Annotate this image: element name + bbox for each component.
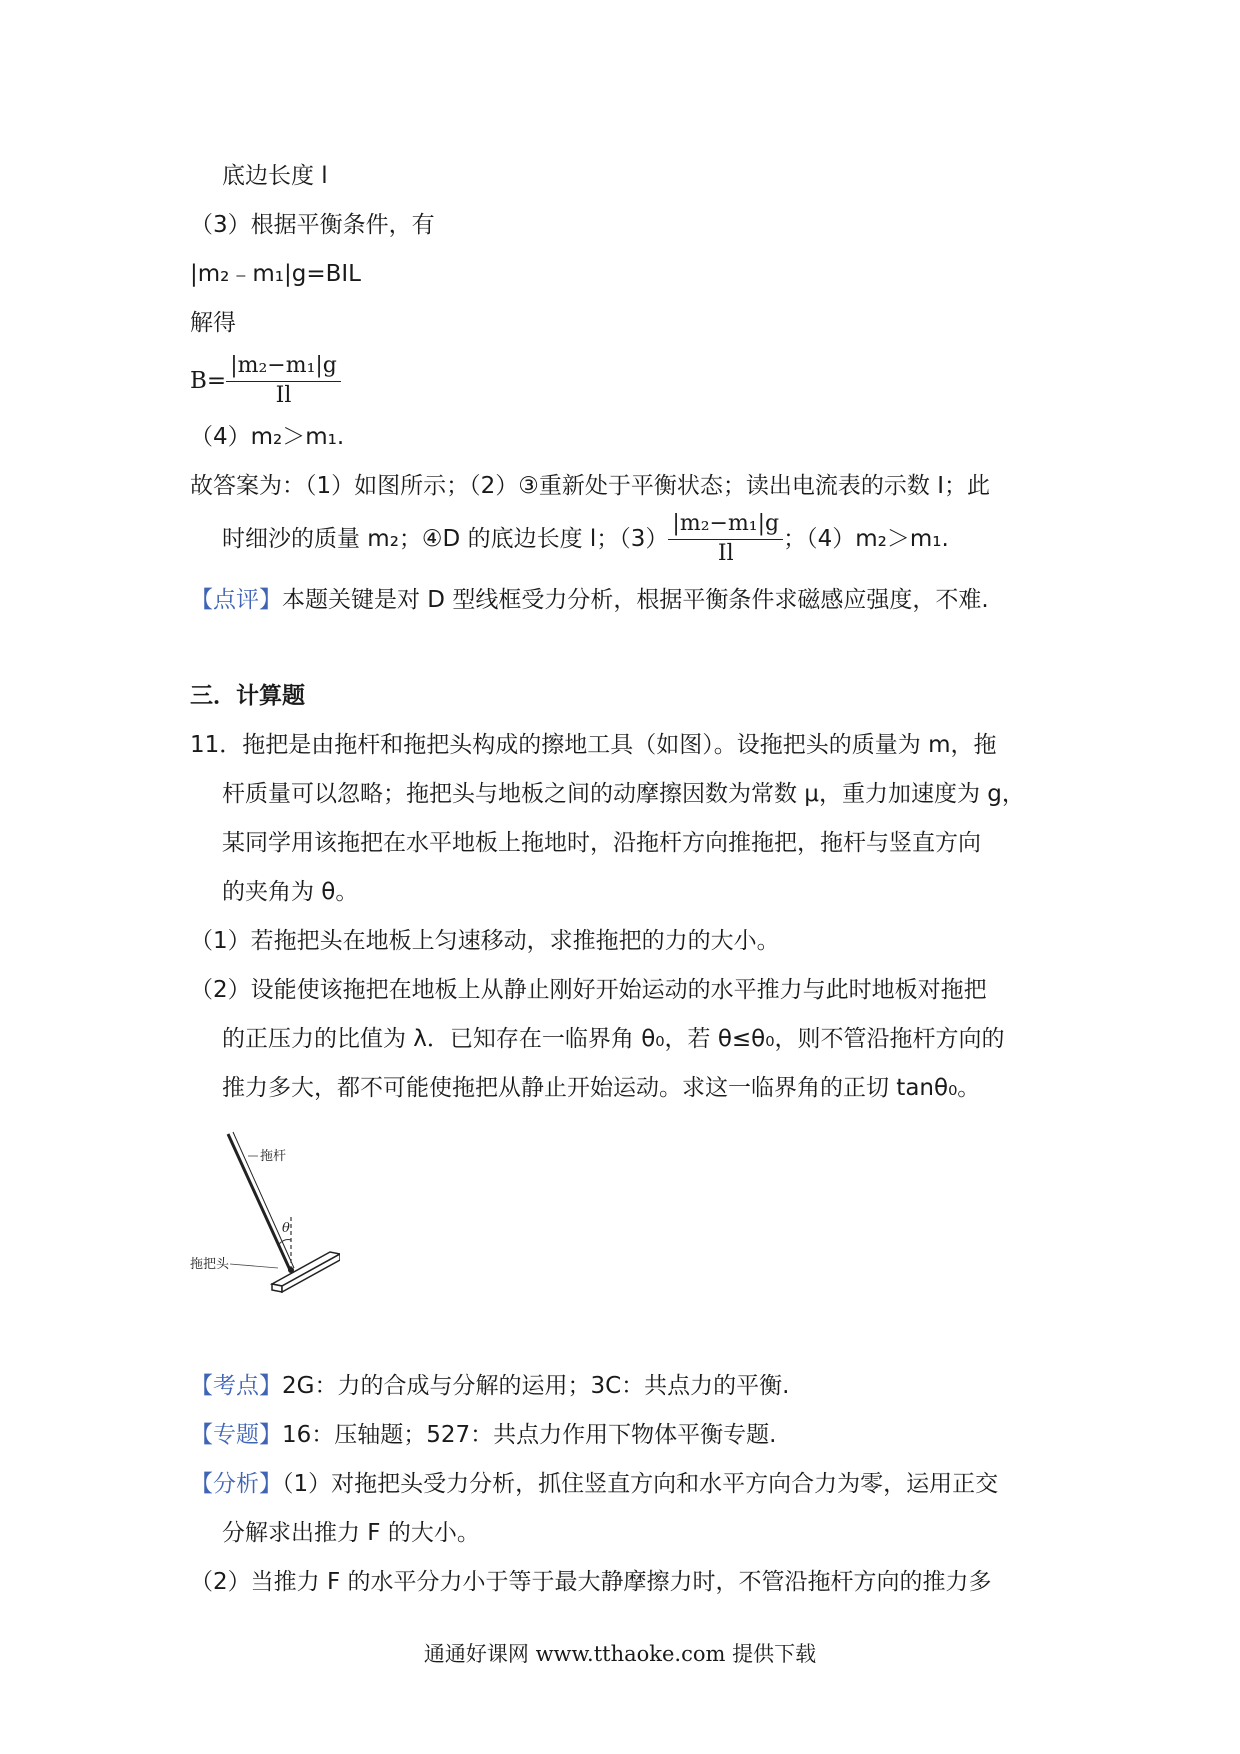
equation-line: |m₂﹣m₁|g=BIL xyxy=(190,261,361,287)
answer-line xyxy=(222,510,949,568)
angle-label: θ xyxy=(282,1221,290,1236)
fraction xyxy=(668,511,783,568)
zhuanti-line xyxy=(190,1419,776,1451)
fraction-denominator: Il xyxy=(275,383,292,408)
section-title: 三．计算题 xyxy=(190,683,305,709)
question-line: 杆质量可以忽略；拖把头与地板之间的动摩擦因数为常数 μ，重力加速度为 g， xyxy=(222,781,1025,807)
question-line: 某同学用该拖把在水平地板上拖地时，沿拖杆方向推拖把，拖杆与竖直方向 xyxy=(222,830,981,856)
equation-line xyxy=(190,352,341,410)
fenxi-text: （1）对拖把头受力分析，抓住竖直方向和水平方向合力为零，运用正交 xyxy=(282,1471,999,1497)
mop-diagram xyxy=(190,1128,340,1308)
question-part: （1）若拖把头在地板上匀速移动，求推拖把的力的大小。 xyxy=(190,928,780,954)
answer-line: 故答案为：（1）如图所示；（2）③重新处于平衡状态；读出电流表的示数 I；此 xyxy=(190,473,990,499)
mop-head-top xyxy=(272,1252,340,1286)
fenxi-line xyxy=(190,1468,998,1500)
fenxi-line: （2）当推力 F 的水平分力小于等于最大静摩擦力时，不管沿拖杆方向的推力多 xyxy=(190,1569,992,1595)
text-line: （4）m₂＞m₁. xyxy=(190,424,345,450)
question-line: 的夹角为 θ。 xyxy=(222,879,359,905)
kaodian-tag: 【考点】 xyxy=(190,1373,282,1399)
review-tag: 【点评】 xyxy=(190,587,282,613)
fenxi-line: 分解求出推力 F 的大小。 xyxy=(222,1520,480,1546)
head-label: 拖把头 xyxy=(190,1257,230,1272)
text-line: （3）根据平衡条件，有 xyxy=(190,212,435,238)
fraction xyxy=(226,353,341,410)
review-line xyxy=(190,584,989,616)
pole-joint xyxy=(288,1267,294,1273)
question-line: 11．拖把是由拖杆和拖把头构成的擦地工具（如图）。设拖把头的质量为 m，拖 xyxy=(190,732,997,758)
question-part: 推力多大，都不可能使拖把从静止开始运动。求这一临界角的正切 tanθ₀。 xyxy=(222,1075,981,1101)
fraction-numerator: |m₂−m₁|g xyxy=(668,511,783,540)
review-text: 本题关键是对 D 型线框受力分析，根据平衡条件求磁感应强度，不难. xyxy=(282,587,989,613)
kaodian-line xyxy=(190,1370,789,1402)
head-label-leader xyxy=(230,1264,278,1268)
pole-label: 拖杆 xyxy=(260,1149,287,1164)
text-line: 解得 xyxy=(190,310,236,336)
fenxi-tag: 【分析】 xyxy=(190,1471,282,1497)
answer-text: ；（4）m₂＞m₁. xyxy=(783,526,949,552)
zhuanti-tag: 【专题】 xyxy=(190,1422,282,1448)
fraction-numerator: |m₂−m₁|g xyxy=(226,353,341,382)
zhuanti-text: 16：压轴题；527：共点力作用下物体平衡专题. xyxy=(282,1422,777,1448)
kaodian-text: 2G：力的合成与分解的运用；3C：共点力的平衡. xyxy=(282,1373,790,1399)
answer-text: 时细沙的质量 m₂；④D 的底边长度 l；（3） xyxy=(222,526,669,552)
question-part: 的正压力的比值为 λ．已知存在一临界角 θ₀，若 θ≤θ₀，则不管沿拖杆方向的 xyxy=(222,1026,1005,1052)
fraction-denominator: Il xyxy=(717,541,734,566)
mop-head-front xyxy=(272,1284,282,1292)
page-footer: 通通好课网 www.tthaoke.com 提供下载 xyxy=(423,1642,817,1666)
equation-prefix: B= xyxy=(190,368,227,394)
text-line: 底边长度 l xyxy=(222,163,328,189)
angle-arc xyxy=(279,1240,291,1245)
question-part: （2）设能使该拖把在地板上从静止刚好开始运动的水平推力与此时地板对拖把 xyxy=(190,977,987,1003)
